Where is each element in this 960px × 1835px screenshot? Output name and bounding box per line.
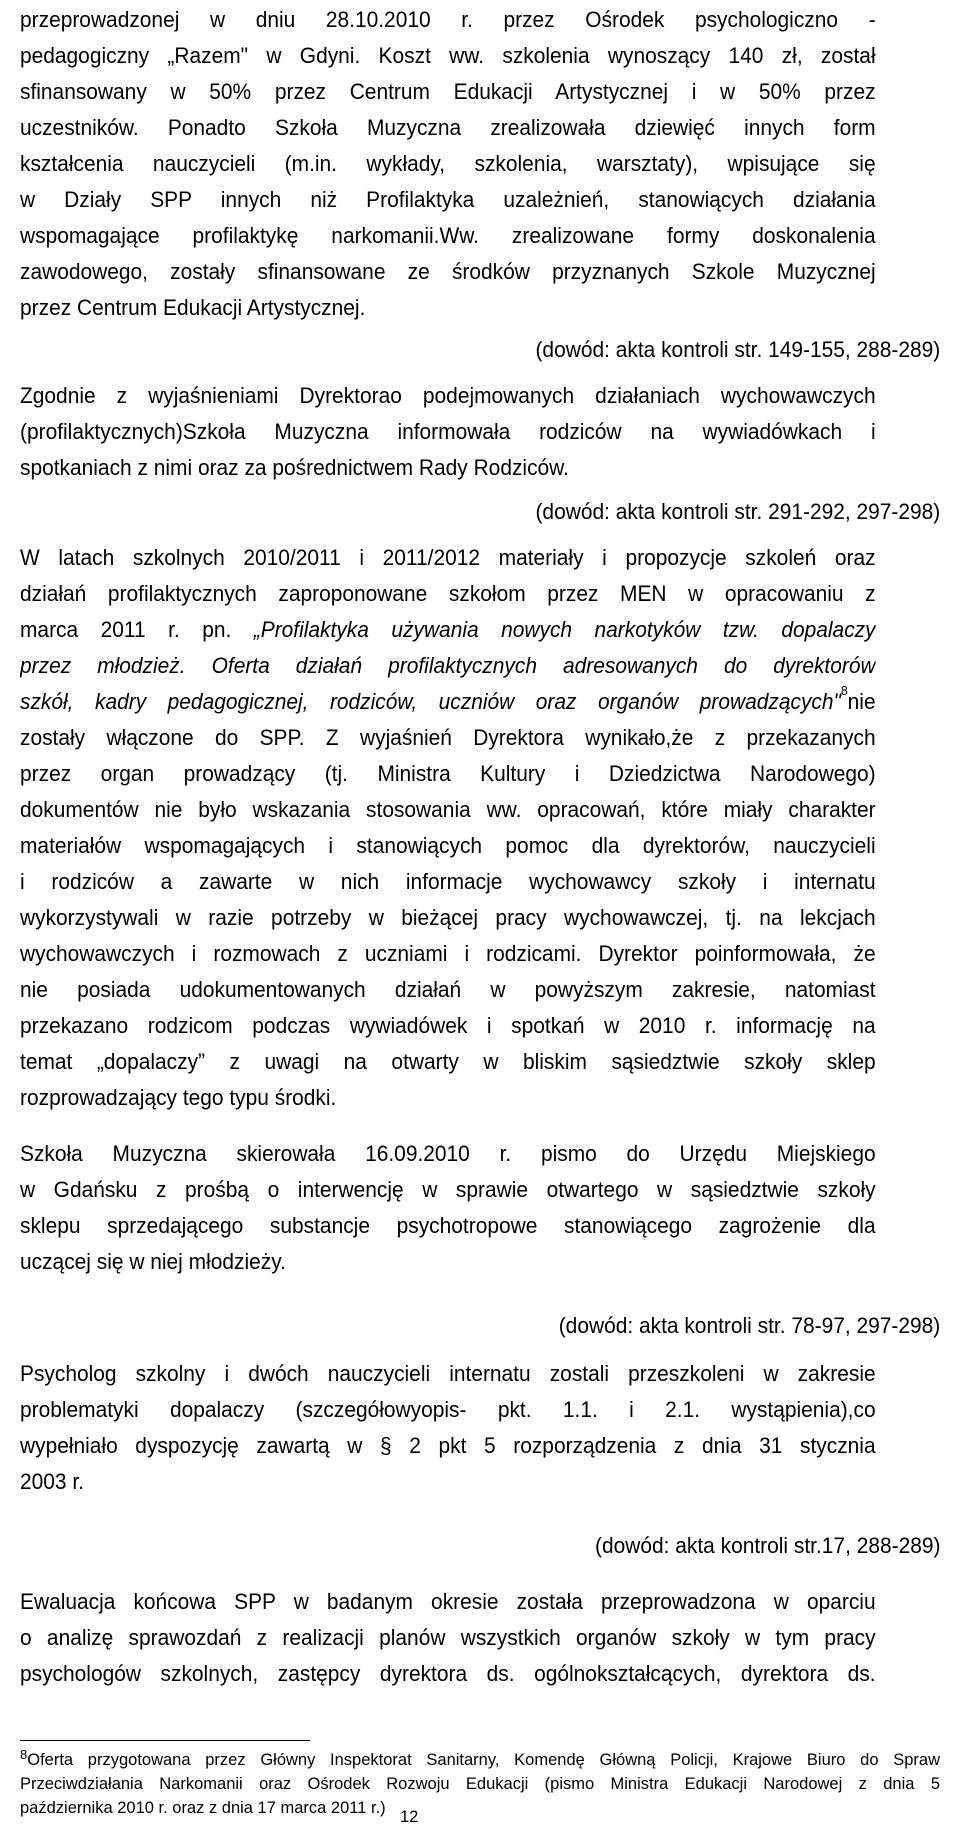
text-line: problematyki dopalaczy (szczegółowyopis- pkt. 1.1. i 2.1. wystąpienia),co xyxy=(20,1397,876,1422)
text-line: wypełniało dyspozycję zawartą w § 2 pkt 5 rozporządzenia z dnia 31 stycznia xyxy=(20,1433,876,1458)
text-line: przeprowadzonej w dniu 28.10.2010 r. przez Ośrodek psychologiczno - xyxy=(20,7,876,32)
text-line: wspomagające profilaktykę narkomanii.Ww. zrealizowane formy doskonalenia xyxy=(20,223,876,248)
evidence-reference xyxy=(20,1308,940,1344)
text-line: materiałów wspomagających i stanowiących pomoc dla dyrektorów, nauczycieli xyxy=(20,833,876,858)
text-line: przez organ prowadzący (tj. Ministra Kultury i Dziedzictwa Narodowego) xyxy=(20,761,876,786)
text-line: przez Centrum Edukacji Artystycznej. xyxy=(20,295,366,320)
italic-title: przez młodzież. Oferta działań profilaktycznych adresowanych do dyrektorów xyxy=(20,653,876,678)
footnote-line: Przeciwdziałania Narkomanii oraz Ośrodek Rozwoju Edukacji (pismo Ministra Edukacji Narodowej z dnia 5 xyxy=(20,1775,940,1793)
text-line: zostały włączone do SPP. Z wyjaśnień Dyrektora wynikało,że z przekazanych xyxy=(20,725,876,750)
text-line: kształcenia nauczycieli (m.in. wykłady, szkolenia, warsztaty), wpisujące się xyxy=(20,151,876,176)
evidence-text: (dowód: akta kontroli str.17, 288-289) xyxy=(594,1533,940,1558)
italic-title: szkół, kadry pedagogicznej, rodziców, uczniów oraz organów prowadzących" xyxy=(20,689,841,714)
text-line: o analizę sprawozdań z realizacji planów wszystkich organów szkoły w tym pracy xyxy=(20,1625,876,1650)
text-line: Ewaluacja końcowa SPP w badanym okresie została przeprowadzona w oparciu xyxy=(20,1589,876,1614)
text-line: sfinansowany w 50% przez Centrum Edukacji Artystycznej i w 50% przez xyxy=(20,79,876,104)
text-line: (profilaktycznych)Szkoła Muzyczna informowała rodziców na wywiadówkach i xyxy=(20,419,876,444)
text-line: temat „dopalaczy” z uwagi na otwarty w bliskim sąsiedztwie szkoły sklep xyxy=(20,1049,876,1074)
evidence-reference xyxy=(20,1528,940,1564)
text-line: w Działy SPP innych niż Profilaktyka uzależnień, stanowiących działania xyxy=(20,187,876,212)
text-line: przekazano rodzicom podczas wywiadówek i spotkań w 2010 r. informację na xyxy=(20,1013,876,1038)
text-line: uczestników. Ponadto Szkoła Muzyczna zrealizowała dziewięć innych form xyxy=(20,115,876,140)
text-line: działań profilaktycznych zaproponowane szkołom przez MEN w opracowaniu z xyxy=(20,581,876,606)
text-line: pedagogiczny „Razem" w Gdyni. Koszt ww. szkolenia wynoszący 140 zł, został xyxy=(20,43,876,68)
footnote-text: Oferta przygotowana przez Główny Inspektorat Sanitarny, Komendę Główną Policji, Krajowe Biuro do Spraw xyxy=(27,1751,940,1769)
italic-title: „Profilaktyka używania nowych narkotyków tzw. dopalaczy xyxy=(253,617,876,642)
text-line: spotkaniach z nimi oraz za pośrednictwem Rady Rodziców. xyxy=(20,455,569,480)
text-line xyxy=(20,648,876,684)
text-line: nie posiada udokumentowanych działań w powyższym zakresie, natomiast xyxy=(20,977,876,1002)
text-line xyxy=(20,684,876,720)
evidence-reference xyxy=(20,494,940,530)
footnote-line xyxy=(20,1748,940,1772)
text-line: i rodziców a zawarte w nich informacje wychowawcy szkoły i internatu xyxy=(20,869,876,894)
text-line: wykorzystywali w razie potrzeby w bieżącej pracy wychowawczej, tj. na lekcjach xyxy=(20,905,876,930)
footnote-number: 8 xyxy=(20,1748,28,1762)
text-line xyxy=(20,612,876,648)
text-line: w Gdańsku z prośbą o interwencję w sprawie otwartego w sąsiedztwie szkoły xyxy=(20,1177,876,1202)
text-line: sklepu sprzedającego substancje psychotropowe stanowiącego zagrożenie dla xyxy=(20,1213,876,1238)
evidence-text: (dowód: akta kontroli str. 291-292, 297-298) xyxy=(535,499,940,524)
text-segment: nie xyxy=(847,689,876,714)
text-line: wychowawczych i rozmowach z uczniami i rodzicami. Dyrektor poinformowała, że xyxy=(20,941,876,966)
text-line: zawodowego, zostały sfinansowane ze środków przyznanych Szkole Muzycznej xyxy=(20,259,876,284)
text-line: W latach szkolnych 2010/2011 i 2011/2012 materiały i propozycje szkoleń oraz xyxy=(20,545,876,570)
evidence-reference xyxy=(20,332,940,368)
evidence-text: (dowód: akta kontroli str. 149-155, 288-289) xyxy=(535,337,940,362)
text-segment: marca 2011 r. pn. xyxy=(20,617,254,642)
text-line: uczącej się w niej młodzieży. xyxy=(20,1249,286,1274)
evidence-text: (dowód: akta kontroli str. 78-97, 297-298) xyxy=(558,1313,940,1338)
text-line: psychologów szkolnych, zastępcy dyrektora ds. ogólnokształcących, dyrektora ds. xyxy=(20,1661,876,1686)
text-line: Psycholog szkolny i dwóch nauczycieli internatu zostali przeszkoleni w zakresie xyxy=(20,1361,876,1386)
footnote-line: października 2010 r. oraz z dnia 17 marca 2011 r.) xyxy=(20,1799,386,1817)
footnote-mark[interactable]: 8 xyxy=(840,684,848,698)
text-line: rozprowadzający tego typu środki. xyxy=(20,1085,337,1110)
footnote-divider xyxy=(20,1740,310,1741)
text-line: Zgodnie z wyjaśnieniami Dyrektorao podejmowanych działaniach wychowawczych xyxy=(20,383,876,408)
text-line: dokumentów nie było wskazania stosowania ww. opracowań, które miały charakter xyxy=(20,797,876,822)
text-line: Szkoła Muzyczna skierowała 16.09.2010 r. pismo do Urzędu Miejskiego xyxy=(20,1141,876,1166)
text-line: 2003 r. xyxy=(20,1469,84,1494)
page-number: 12 xyxy=(400,1808,419,1826)
